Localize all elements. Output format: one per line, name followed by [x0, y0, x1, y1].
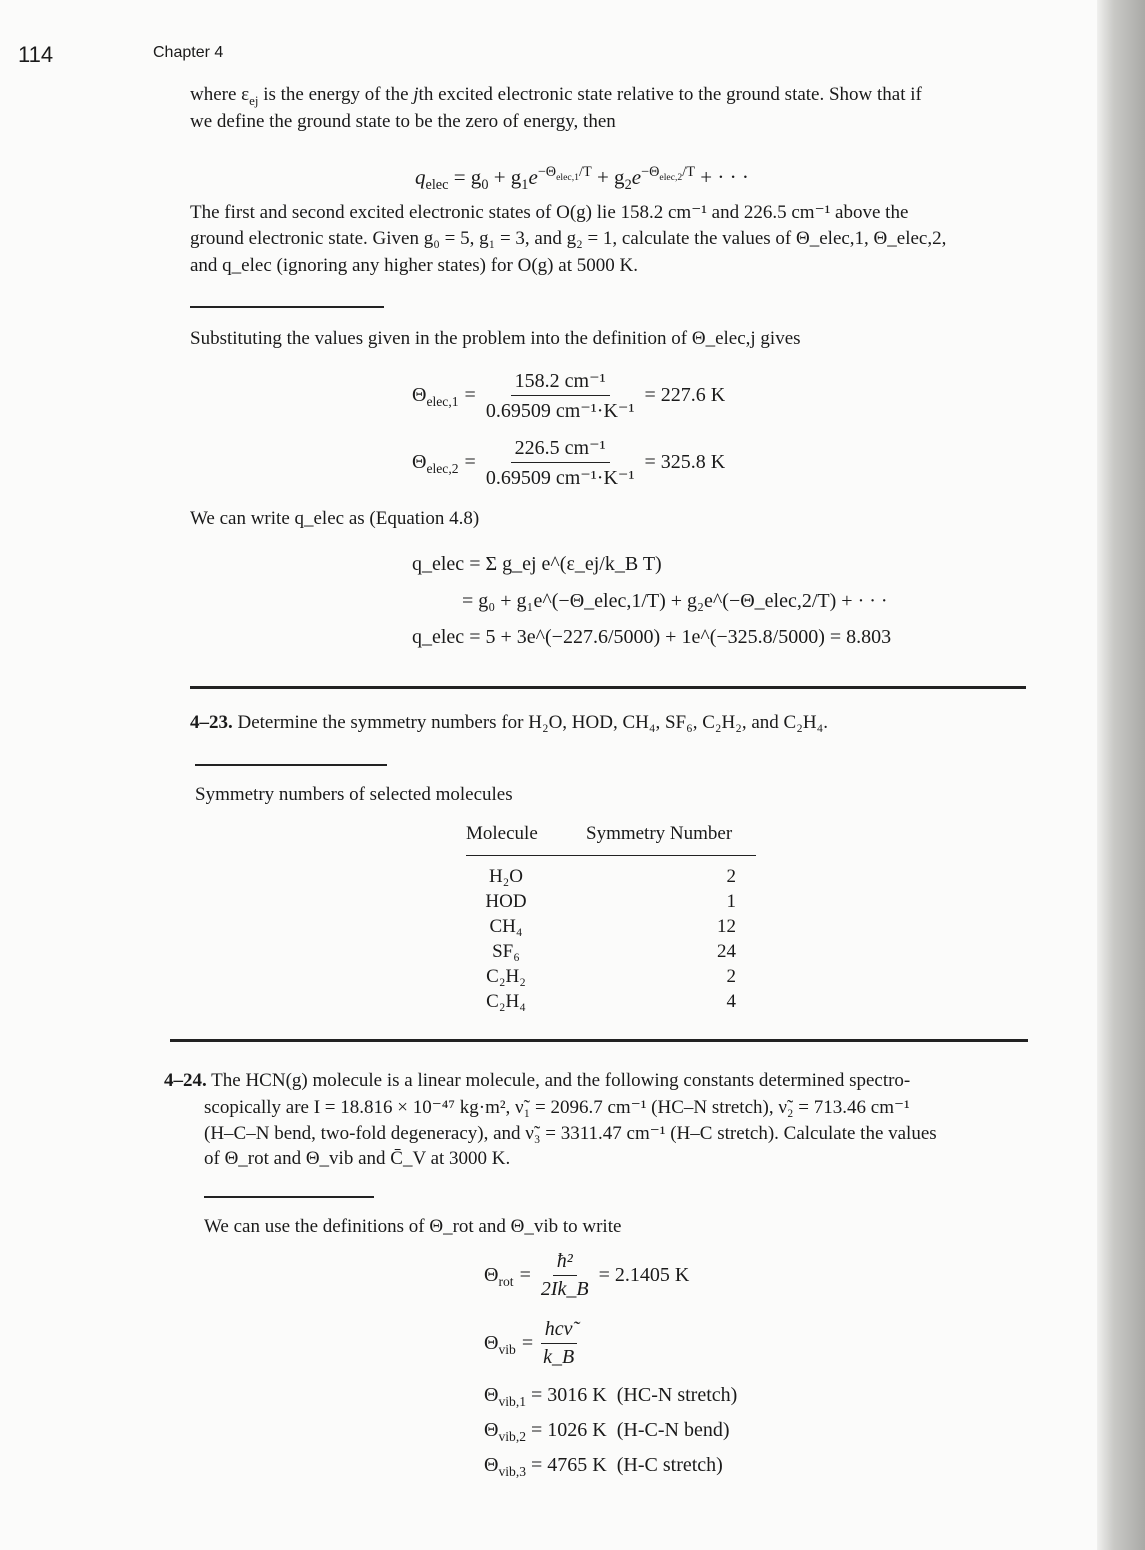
short-divider [190, 306, 384, 308]
chapter-label: Chapter 4 [153, 44, 224, 61]
problem-number: 4–24. [164, 1070, 207, 1091]
theta-vib-row: $\Theta_{vib,3} = 4765$ K (H-C stretch) [484, 1454, 723, 1479]
molecule-cell: SF₆ [492, 941, 520, 962]
text: + g [591, 165, 625, 189]
text: /T [682, 164, 695, 180]
text: + g [488, 165, 522, 189]
theta-symbol [484, 1330, 516, 1357]
fraction [537, 1250, 593, 1301]
problem-4-24-line-4: of Θ_rot and Θ_vib and C̄_V at 3000 K. [204, 1148, 511, 1169]
value: = 3016 K [531, 1384, 607, 1406]
section-divider [170, 1039, 1028, 1042]
theta-symbol [412, 382, 459, 409]
table-row [466, 914, 756, 939]
page-number: 114 [18, 42, 54, 67]
result: = 2.1405 K [598, 1264, 690, 1286]
theta-vib-row: $\Theta_{vib,2} = 1026$ K (H-C-N bend) [484, 1419, 730, 1444]
text: Θ [412, 384, 427, 407]
solution1-write: We can write q_elec as (Equation 4.8) [190, 508, 480, 529]
denominator: k_B [543, 1346, 575, 1368]
subscript: elec,2 [426, 461, 459, 477]
table-row [466, 964, 756, 989]
text: + · · · [694, 165, 749, 189]
q-elec-equation [415, 164, 749, 194]
numerator: 158.2 cm⁻¹ [511, 368, 610, 396]
subscript: vib,2 [498, 1429, 527, 1444]
table-header [466, 823, 756, 845]
theta-symbol [412, 449, 459, 476]
problem-4-24-line-2: scopically are I = 18.816 × 10⁻⁴⁷ kg·m², ν̃₁ = 2096.7 cm⁻¹ (HC–N stretch), ν̃₂ = 713.46 cm⁻¹ [204, 1097, 910, 1118]
symmetry-number-cell: 2 [726, 866, 736, 887]
text: Θ [484, 1332, 499, 1355]
problem-4-24-line-3: (H–C–N bend, two-fold degeneracy), and ν̃₃ = 3311.47 cm⁻¹ (H–C stretch). Calculate the values [204, 1123, 937, 1144]
text: 2 [624, 177, 632, 194]
symmetry-number-cell: 24 [717, 941, 736, 962]
text: 0 [481, 177, 489, 194]
q-elec-result: q_elec = 5 + 3e^(−227.6/5000) + 1e^(−325.8/5000) = 8.803 [412, 626, 892, 648]
theta-vib-equation: $\Theta_{vib}$ = $\frac{\text{hcν̃}}{k\_B}$ [484, 1318, 584, 1369]
value: = 4765 K [531, 1454, 607, 1476]
molecule-cell: H₂O [488, 866, 524, 887]
subscript: vib,1 [498, 1394, 527, 1409]
text: j [413, 84, 419, 105]
intro-para-1: The first and second excited electronic states of O(g) lie 158.2 cm⁻¹ and 226.5 cm⁻¹ above the [190, 202, 909, 223]
value: = 1026 K [531, 1419, 607, 1441]
scan-edge-shadow [1097, 0, 1145, 1550]
table-row [466, 864, 756, 889]
subscript: elec,1 [426, 394, 459, 410]
result: = 227.6 K [644, 384, 726, 406]
subscript: rot [498, 1274, 514, 1290]
molecule-cell: HOD [485, 891, 527, 912]
text: 1 [521, 177, 529, 194]
text: elec,2 [659, 171, 683, 183]
theta-elec-2-equation: $\Theta_{elec,2}$ = $\frac{\text{226.5 cm⁻¹}}{\text{0.69509 cm⁻¹·K⁻¹}}$ = 325.8 K [412, 437, 726, 489]
text: e [528, 165, 538, 189]
numerator: ħ² [553, 1250, 577, 1276]
fraction [482, 368, 639, 423]
symmetry-number-cell: 1 [726, 891, 736, 912]
text: th excited electronic state relative to the ground state. Show that if [418, 84, 922, 105]
text: where ε [190, 84, 250, 105]
text: is the energy of the [258, 84, 414, 105]
text: ej [249, 92, 259, 108]
fraction [539, 1318, 578, 1369]
text: = g [448, 165, 482, 189]
text: q [415, 165, 426, 189]
numerator: hcν̃ [541, 1318, 577, 1344]
note: (HC-N stretch) [616, 1384, 738, 1406]
q-elec-expansion: = g₀ + g₁e^(−Θ_elec,1/T) + g₂e^(−Θ_elec,2/T) + · · · [462, 590, 888, 612]
theta-rot-equation: $\Theta_{rot}$ = $\frac{\text{ħ²}}{2Ik\_B}$ = 2.1405 K [484, 1250, 690, 1300]
subscript: vib [498, 1342, 516, 1358]
table-row [466, 889, 756, 914]
header-rule [466, 855, 756, 856]
denominator: 0.69509 cm⁻¹·K⁻¹ [485, 467, 635, 489]
text: Θ [412, 451, 427, 474]
intro-para-2: ground electronic state. Given g₀ = 5, g₁ = 3, and g₂ = 1, calculate the values of Θ_elec,1, Θ_elec,2, [190, 228, 947, 249]
symmetry-number-cell: 2 [726, 966, 736, 987]
theta-symbol [484, 1262, 514, 1289]
solution1-intro: Substituting the values given in the problem into the definition of Θ_elec,j gives [190, 328, 801, 349]
column-header: Molecule [466, 823, 538, 844]
problem-4-23 [190, 712, 828, 734]
molecule-cell: CH₄ [489, 916, 523, 937]
fraction [482, 435, 639, 490]
theta-elec-1-equation: $\Theta_{elec,1}$ = $\frac{\text{158.2 cm⁻¹}}{\text{0.69509 cm⁻¹·K⁻¹}}$ = 227.6 K [412, 370, 726, 422]
text: /T [579, 164, 592, 180]
numerator: 226.5 cm⁻¹ [511, 435, 610, 463]
problem-text: Determine the symmetry numbers for H₂O, HOD, CH₄, SF₆, C₂H₂, and C₂H₄. [237, 712, 828, 733]
problem-number: 4–23. [190, 712, 233, 733]
table-caption: Symmetry numbers of selected molecules [195, 784, 513, 805]
molecule-cell: C₂H₄ [486, 991, 526, 1012]
intro-line-1 [190, 84, 922, 106]
theta-vib-row: $\Theta_{vib,1} = 3016$ K (HC-N stretch) [484, 1384, 738, 1409]
short-divider [204, 1196, 374, 1198]
symmetry-table [466, 823, 756, 1014]
problem-4-24-line-1 [164, 1070, 910, 1092]
intro-para-3: and q_elec (ignoring any higher states) for O(g) at 5000 K. [190, 255, 638, 276]
text: −Θ [537, 164, 557, 180]
table-row [466, 939, 756, 964]
table-body [466, 864, 756, 1014]
text: −Θ [641, 164, 660, 180]
result: = 325.8 K [644, 451, 726, 473]
short-divider [195, 764, 387, 766]
table-row [466, 989, 756, 1014]
intro-line-2: we define the ground state to be the zero of energy, then [190, 111, 616, 132]
problem-text: The HCN(g) molecule is a linear molecule, and the following constants determined spectro- [211, 1070, 911, 1091]
theta-vib-values [484, 1378, 737, 1483]
subscript: vib,3 [498, 1464, 527, 1479]
symmetry-number-cell: 12 [717, 916, 736, 937]
text: e [631, 165, 642, 189]
solution24-intro: We can use the definitions of Θ_rot and Θ_vib to write [204, 1216, 622, 1237]
symmetry-number-cell: 4 [726, 991, 736, 1012]
text: elec [425, 177, 449, 194]
q-elec-sum-equation: q_elec = Σ g_ej e^(ε_ej/k_B T) [412, 553, 662, 575]
text: elec,1 [556, 171, 580, 183]
denominator: 0.69509 cm⁻¹·K⁻¹ [485, 400, 635, 422]
note: (H-C-N bend) [616, 1419, 730, 1441]
section-divider [190, 686, 1026, 689]
note: (H-C stretch) [616, 1454, 723, 1476]
column-header: Symmetry Number [586, 823, 733, 844]
text: Θ [484, 1264, 499, 1287]
molecule-cell: C₂H₂ [486, 966, 526, 987]
denominator: 2Ik_B [540, 1278, 589, 1300]
